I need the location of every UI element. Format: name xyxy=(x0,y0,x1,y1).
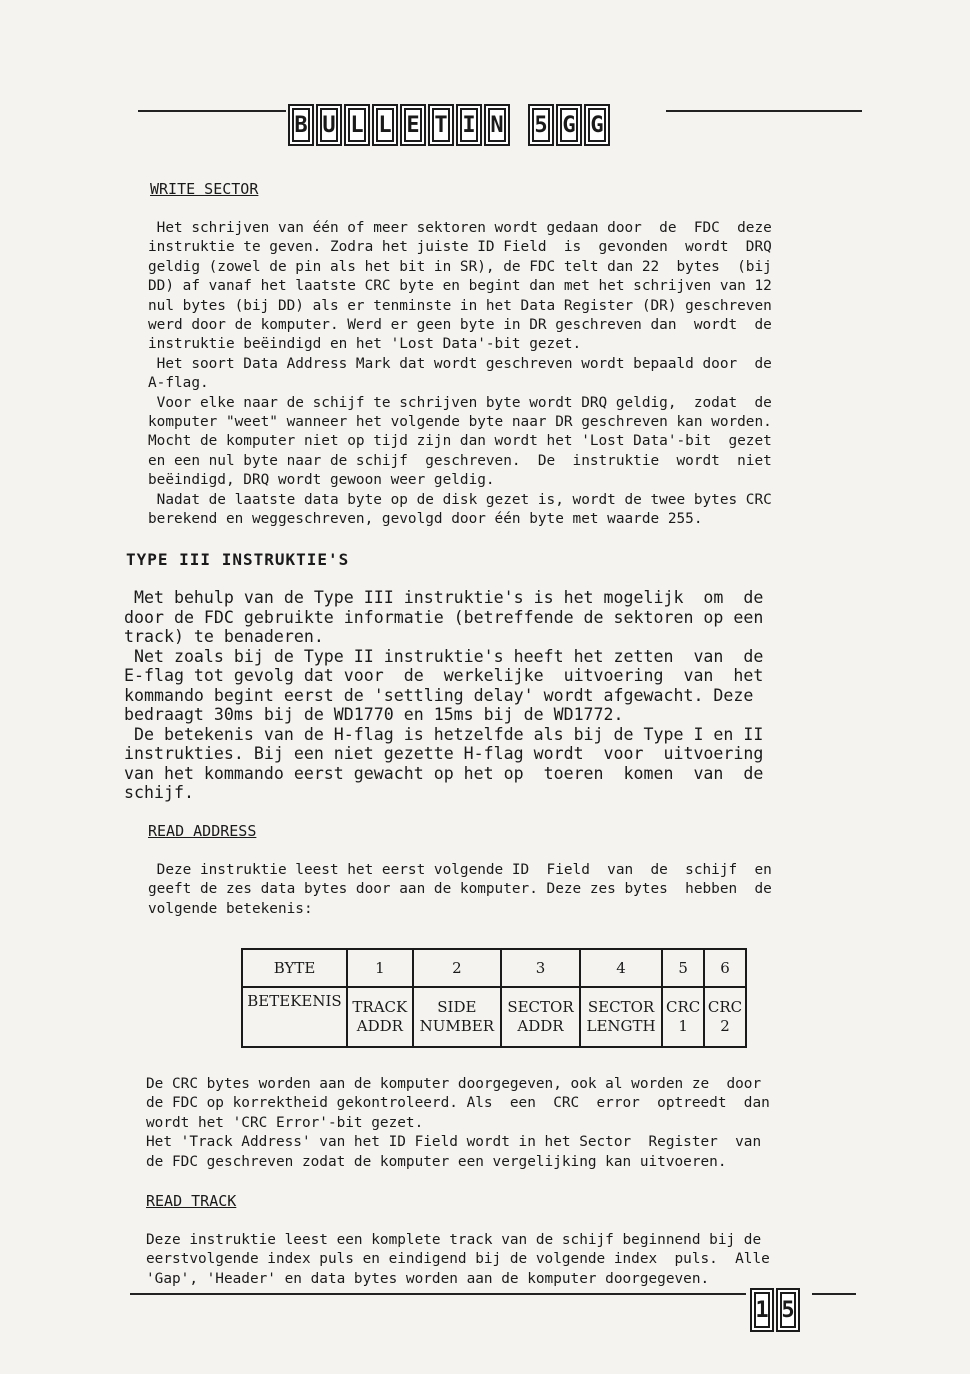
page-number-digit: 5 xyxy=(776,1288,800,1332)
read-address-text-2: De CRC bytes worden aan de komputer doorgegeven, ook al worden ze door de FDC op korrektheid gekontroleerd. Als een CRC error optreedt dan wordt het 'CRC Error'-bit gezet. Het 'Track Address' van het ID Field wordt in het Sector Register van de FDC geschreven zodat de komputer een vergelijking kan uitvoeren. xyxy=(146,1076,770,1170)
page-number xyxy=(750,1288,800,1332)
type3-heading: TYPE III INSTRUKTIE'S xyxy=(126,550,350,569)
header-rule-right xyxy=(666,110,862,112)
table-cell: BYTE xyxy=(242,949,347,987)
read-track-heading: READ TRACK xyxy=(146,1192,237,1210)
masthead-letter: L xyxy=(344,104,370,146)
byte-meaning-table xyxy=(241,948,747,1048)
masthead-letter: E xyxy=(400,104,426,146)
masthead-letter: G xyxy=(584,104,610,146)
footer-rule-right xyxy=(812,1293,856,1295)
table-cell: BETEKENIS xyxy=(242,987,347,1047)
read-address-text: Deze instruktie leest het eerst volgende ID Field van de schijf en geeft de zes data bytes door aan de komputer. Deze zes bytes hebben de volgende betekenis: xyxy=(148,862,772,917)
masthead-letter: 5 xyxy=(528,104,554,146)
type3-text: Met behulp van de Type III instruktie's is het mogelijk om de door de FDC gebruikte informatie (betreffende de sektoren op een track) te benaderen. Net zoals bij de Type II instruktie's heeft het zetten van de E-flag tot gevolg dat voor de werkelijke uitvoering van het kommando begint eerst de 'settling delay' wordt afgewacht. Deze bedraagt 30ms bij de WD1770 en 15ms bij de WD1772. De betekenis van de H-flag is hetzelfde als bij de Type I en II instrukties. Bij een niet gezette H-flag wordt voor uitvoering van het kommando eerst gewacht op het op toeren komen van de schijf. xyxy=(124,588,764,802)
table-cell: 6 xyxy=(704,949,746,987)
masthead-letter: T xyxy=(428,104,454,146)
bulletin-masthead xyxy=(288,104,610,146)
write-sector-text: Het schrijven van één of meer sektoren wordt gedaan door de FDC deze instruktie te geven. Zodra het juiste ID Field is gevonden wordt DRQ geldig (zowel de pin als het bit in SR), de FDC telt dan 22 bytes (bij DD) af vanaf het laatste CRC byte en begint dan met het schrijven van 12 nul bytes (bij DD) als er tenminste in het Data Register (DR) geschreven werd door de komputer. Werd er geen byte in DR geschreven dan wordt de instruktie beëindigd en het 'Lost Data'-bit gezet. Het soort Data Address Mark dat wordt geschreven wordt bepaald door de A-flag. Voor elke naar de schijf te schrijven byte wordt DRQ geldig, zodat de komputer "weet" wanneer het volgende byte naar DR geschreven kan worden. Mocht de komputer niet op tijd zijn dan wordt het 'Lost Data'-bit gezet en een nul byte naar de schijf geschreven. De instruktie wordt niet beëindigd, DRQ wordt gewoon weer geldig. Nadat de laatste data byte op de disk gezet is, wordt de twee bytes CRC berekend en weggeschreven, gevolgd door één byte met waarde 255. xyxy=(148,220,772,528)
page-number-digit: 1 xyxy=(750,1288,774,1332)
table-cell: SECTOR LENGTH xyxy=(580,987,662,1047)
masthead-letter: B xyxy=(288,104,314,146)
masthead-letter: G xyxy=(556,104,582,146)
write-sector-heading: WRITE SECTOR xyxy=(150,180,259,198)
table-cell: SIDE NUMBER xyxy=(413,987,501,1047)
masthead-letter: U xyxy=(316,104,342,146)
footer-rule-left xyxy=(130,1293,746,1295)
table-cell: CRC 1 xyxy=(662,987,704,1047)
table-cell: CRC 2 xyxy=(704,987,746,1047)
masthead-letter: N xyxy=(484,104,510,146)
table-cell: 5 xyxy=(662,949,704,987)
masthead-letter: I xyxy=(456,104,482,146)
table-cell: 4 xyxy=(580,949,662,987)
table-cell: 3 xyxy=(501,949,580,987)
header-rule-left xyxy=(138,110,286,112)
table-cell: 2 xyxy=(413,949,501,987)
masthead-letter: L xyxy=(372,104,398,146)
table-cell: SECTOR ADDR xyxy=(501,987,580,1047)
table-cell: 1 xyxy=(347,949,413,987)
table-cell: TRACK ADDR xyxy=(347,987,413,1047)
read-track-text: Deze instruktie leest een komplete track van de schijf beginnend bij de eerstvolgende index puls en eindigend bij de volgende index puls. Alle 'Gap', 'Header' en data bytes worden aan de komputer doorgegeven. xyxy=(146,1232,770,1287)
read-address-heading: READ ADDRESS xyxy=(148,822,257,840)
